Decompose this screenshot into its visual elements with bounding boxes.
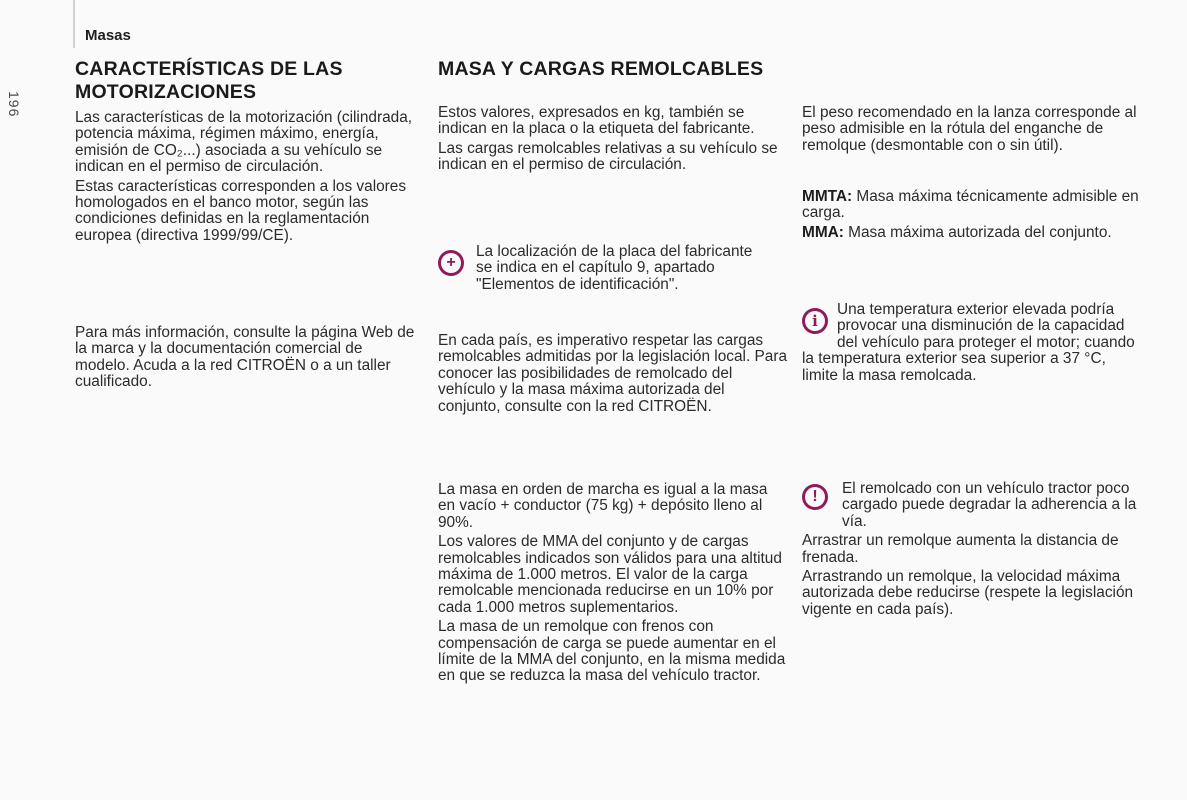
mma-term: MMA: [802, 223, 844, 241]
more-info-text [75, 325, 420, 394]
definitions [802, 189, 1142, 244]
paragraph: En cada país, es imperativo respetar las cargas remolcables admitidas por la legislación local. Para conocer las posibilidades de remolcado del vehículo y la masa máxima autorizada del conjunto, consulte con la red CITROËN. [438, 332, 788, 415]
paragraph: Arrastrando un remolque, la velocidad máxima autorizada debe reducirse (respete la legislación vigente en cada país). [802, 568, 1134, 618]
plus-circle-icon: + [438, 250, 464, 276]
paragraph: Los valores de MMA del conjunto y de cargas remolcables indicados son válidos para una altitud máxima de 1.000 metros. El valor de la carga remolcable mencionada reducirse en un 10% por cada 1.000 metros suplementarios. [438, 533, 782, 616]
section-label: Masas [85, 27, 131, 44]
engine-characteristics-text [75, 110, 420, 247]
mma-definition [802, 225, 1142, 241]
paragraph: Para más información, consulte la página Web de la marca y la documentación comercial de modelo. Acuda a la red CITROËN o a un taller cualificado. [75, 324, 415, 391]
towable-intro-text [438, 105, 788, 177]
towable-loads-title: MASA Y CARGAS REMOLCABLES [438, 58, 764, 80]
note-text: El remolcado con un vehículo tractor poco cargado puede degradar la adherencia a la vía. [842, 480, 1137, 530]
paragraph: Estas características corresponden a los valores homologados en el banco motor, según las condiciones definidas en la reglamentación europea (directiva 1999/99/CE). [75, 177, 407, 244]
traction-warning-note [802, 481, 1142, 621]
header-rule [73, 0, 75, 48]
drawbar-weight-text [802, 105, 1142, 157]
paragraph: Arrastrar un remolque aumenta la distancia de frenada. [802, 532, 1119, 566]
mmta-definition [802, 189, 1142, 222]
mass-details-text [438, 482, 788, 688]
note-text: La localización de la placa del fabricante se indica en el capítulo 9, apartado "Elementos de identificación". [476, 243, 753, 293]
engine-characteristics-title: CARACTERÍSTICAS DE LAS MOTORIZACIONES [75, 58, 343, 103]
paragraph: La masa de un remolque con frenos con compensación de carga se puede aumentar en el límite de la MMA del conjunto, en la misma medida en que se reduzca la masa del vehículo tractor. [438, 618, 786, 685]
local-legislation-text [438, 333, 788, 418]
mmta-text: Masa máxima técnicamente admisible en carga. [802, 188, 1139, 222]
warning-circle-icon: ! [802, 484, 828, 510]
mmta-term: MMTA: [802, 188, 853, 205]
paragraph: Estos valores, expresados en kg, también se indican en la placa o la etiqueta del fabricante. [438, 104, 755, 138]
paragraph: Las cargas remolcables relativas a su vehículo se indican en el permiso de circulación. [438, 139, 778, 174]
note-text: Una temperatura exterior elevada podría provocar una disminución de la capacidad del vehículo para proteger el motor; cuando la temperatura exterior sea superior a 37 °C, limite la masa remolcada. [802, 301, 1135, 384]
plate-location-note [438, 244, 763, 293]
info-circle-icon: i [802, 308, 828, 334]
temperature-note [802, 302, 1142, 384]
mma-text: Masa máxima autorizada del conjunto. [843, 223, 1112, 241]
paragraph: La masa en orden de marcha es igual a la masa en vacío + conductor (75 kg) + depósito lleno al 90%. [438, 481, 768, 531]
paragraph: Las características de la motorización (cilindrada, potencia máxima, régimen máximo, energía, emisión de CO₂...) asociada a su vehículo se indican en el permiso de circulación. [75, 109, 413, 176]
page-number: 196 [6, 91, 22, 118]
paragraph: El peso recomendado en la lanza corresponde al peso admisible en la rótula del enganche de remolque (desmontable con o sin útil). [802, 104, 1137, 154]
